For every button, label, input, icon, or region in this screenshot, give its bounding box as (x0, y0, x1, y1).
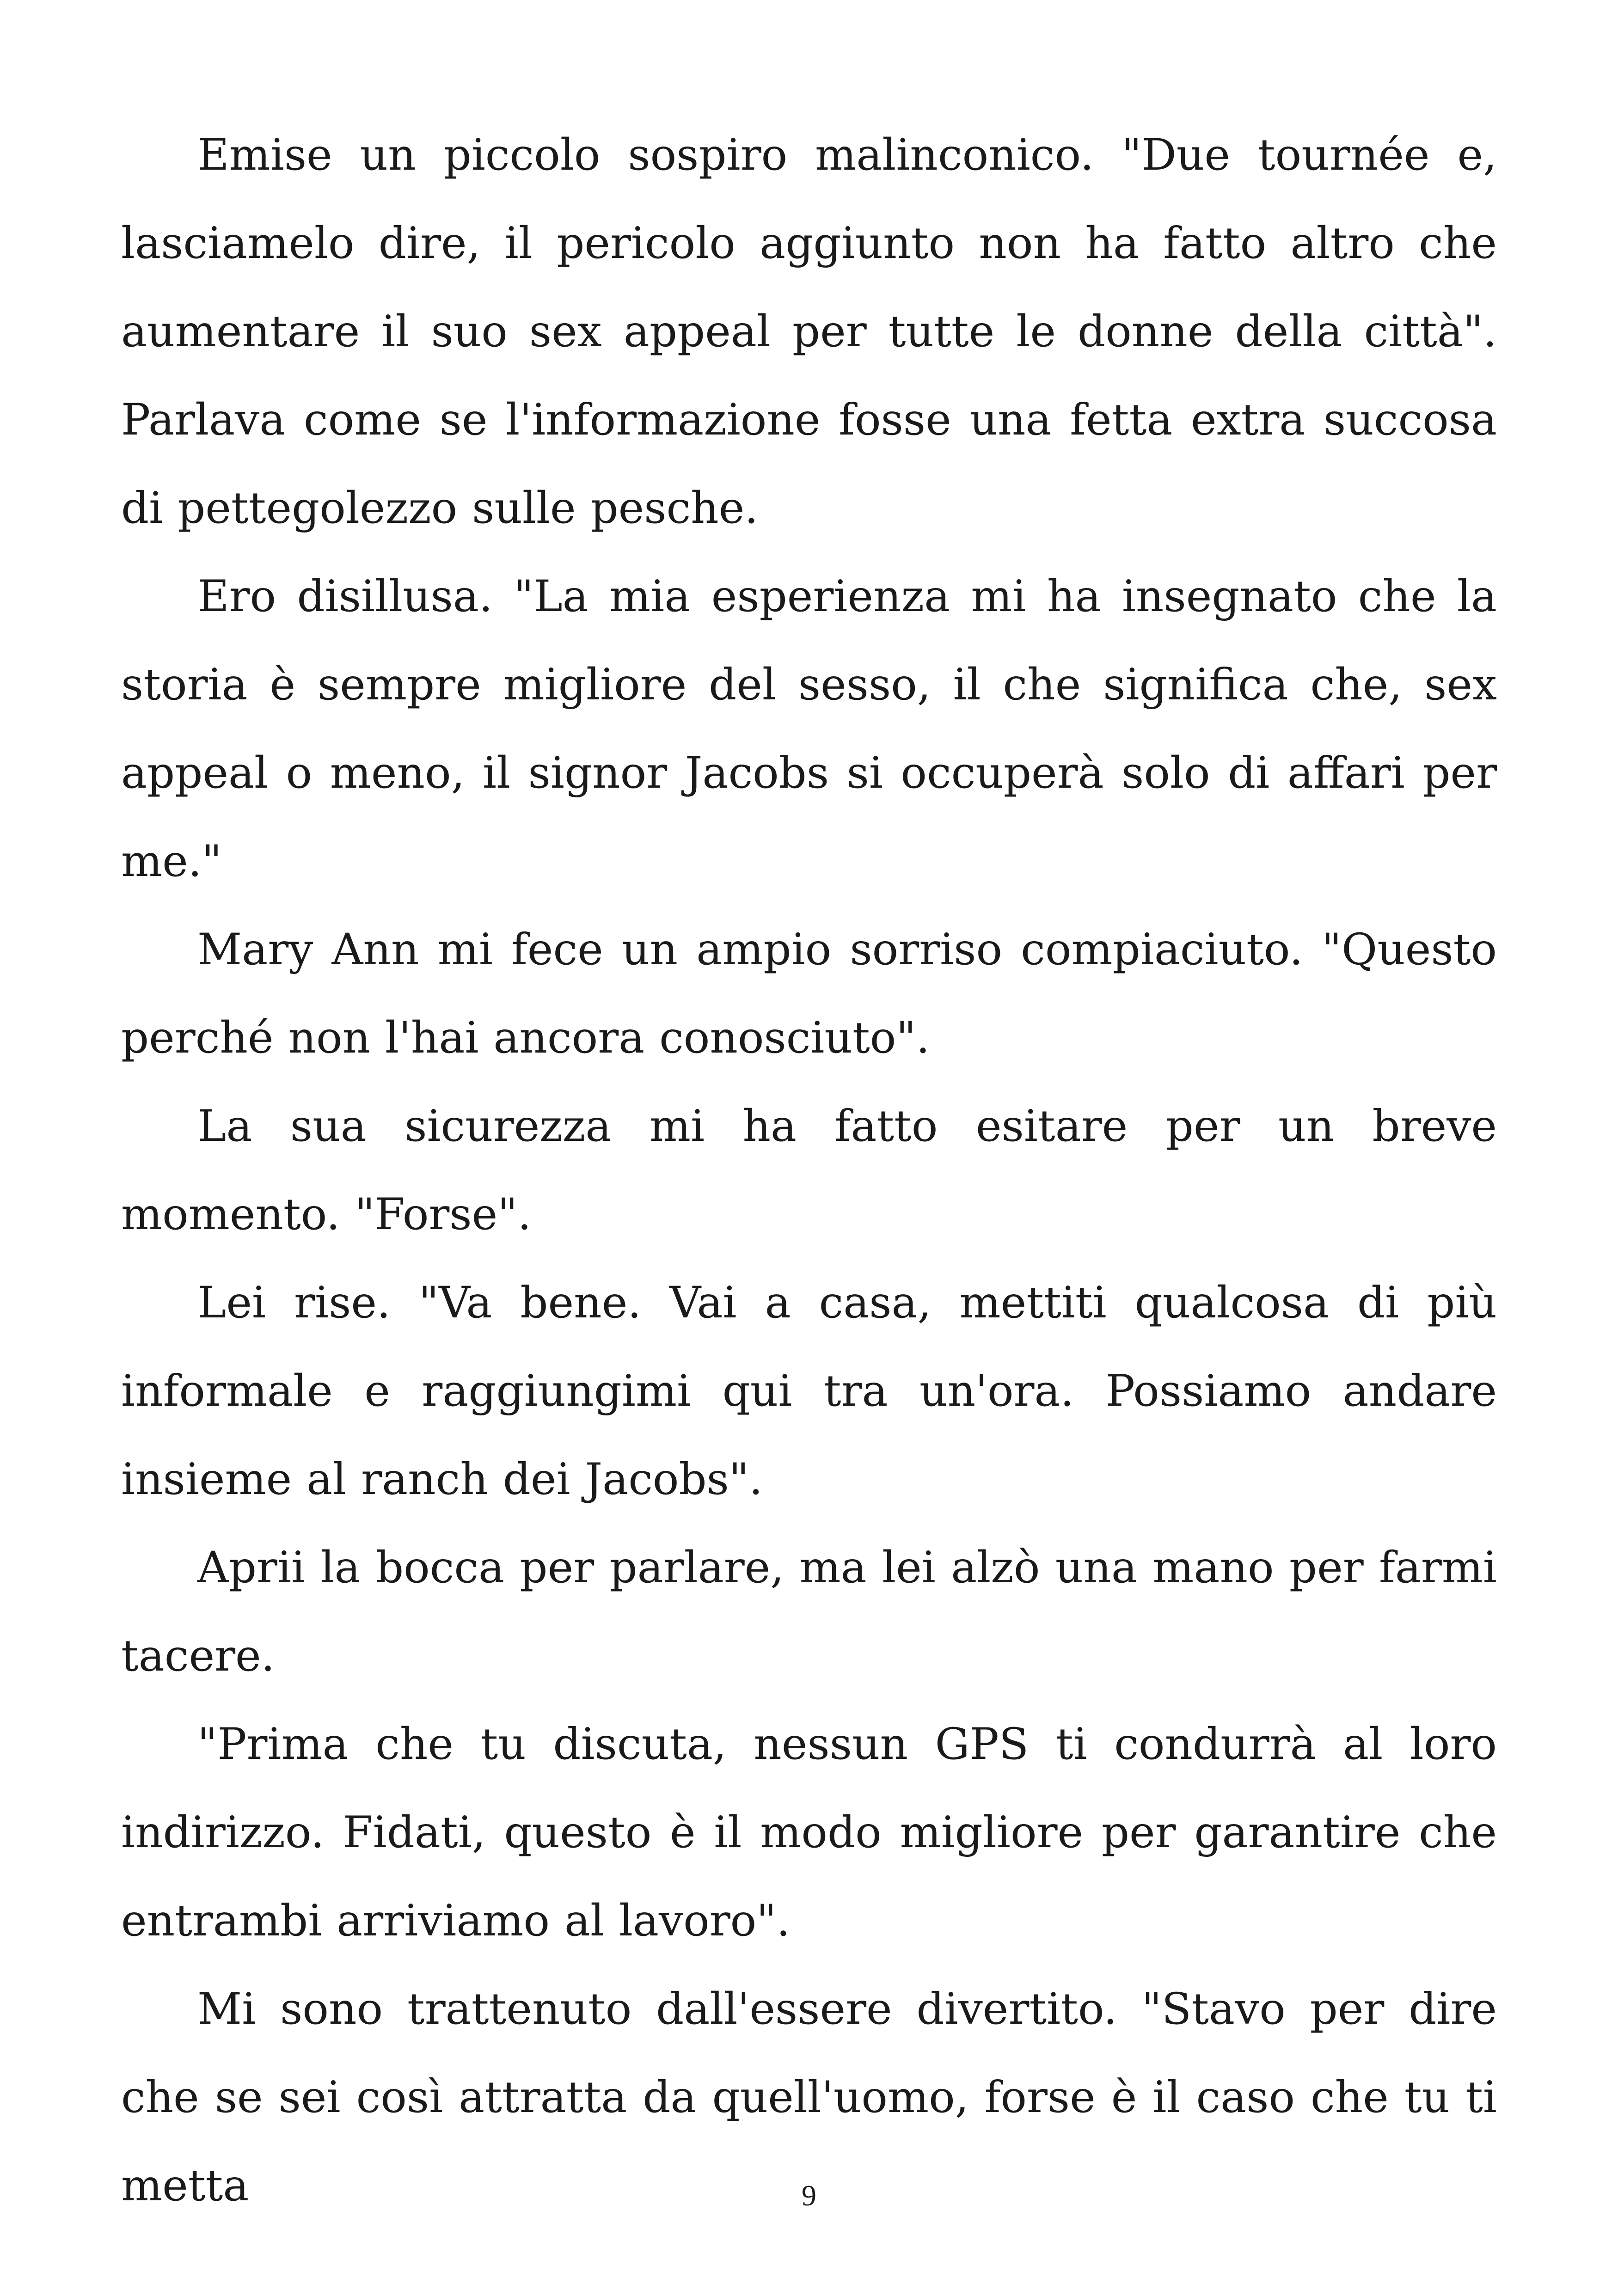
paragraph: "Prima che tu discuta, nessun GPS ti condurrà al loro indirizzo. Fidati, questo è il modo migliore per garantire che entrambi arriviamo al lavoro". (121, 1719, 1497, 1946)
paragraph: Mary Ann mi fece un ampio sorriso compiaciuto. "Questo perché non l'hai ancora conosciuto". (121, 925, 1497, 1063)
paragraph: Emise un piccolo sospiro malinconico. "Due tournée e, lasciamelo dire, il pericolo aggiunto non ha fatto altro che aumentare il suo sex appeal per tutte le donne della città". Parlava come se l'informazione fosse una fetta extra succosa di pettegolezzo sulle pesche. (121, 130, 1497, 533)
paragraph: Lei rise. "Va bene. Vai a casa, mettiti qualcosa di più informale e raggiungimi qui tra un'ora. Possiamo andare insieme al ranch dei Jacobs". (121, 1278, 1497, 1505)
paragraph: La sua sicurezza mi ha fatto esitare per un breve momento. "Forse". (121, 1101, 1497, 1240)
page-number: 9 (802, 2179, 816, 2212)
paragraph: Mi sono trattenuto dall'essere divertito. "Stavo per dire che se sei così attratta da quell'uomo, forse è il caso che tu ti metta (121, 1984, 1497, 2211)
paragraph: Aprii la bocca per parlare, ma lei alzò una mano per farmi tacere. (121, 1543, 1497, 1681)
paragraph: Ero disillusa. "La mia esperienza mi ha insegnato che la storia è sempre migliore del sesso, il che significa che, sex appeal o meno, il signor Jacobs si occuperà solo di affari per me." (121, 571, 1497, 887)
page-body (121, 111, 1497, 2230)
